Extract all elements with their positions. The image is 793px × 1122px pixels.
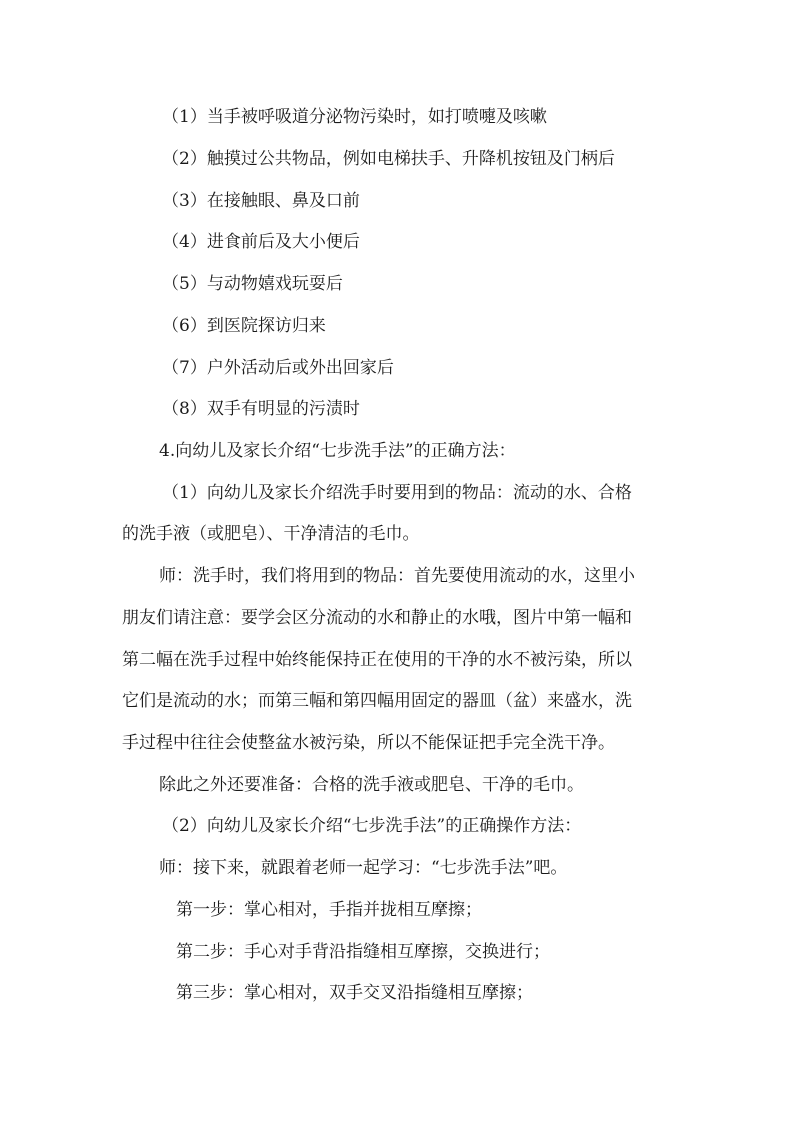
list-item: （5）与动物嬉戏玩耍后 [162, 274, 343, 294]
list-item: （2）触摸过公共物品，例如电梯扶手、升降机按钮及门柄后 [162, 149, 615, 169]
paragraph-line: 师：接下来，就跟着老师一起学习：“七步洗手法”吧。 [159, 858, 568, 878]
step-item: 第二步：手心对手背沿指缝相互摩擦，交换进行； [176, 942, 550, 962]
section-heading: 4.向幼儿及家长介绍“七步洗手法”的正确方法： [159, 441, 516, 461]
list-item: （7）户外活动后或外出回家后 [162, 358, 394, 378]
list-item: （6）到医院探访归来 [162, 316, 326, 336]
paragraph-line: （2）向幼儿及家长介绍“七步洗手法”的正确操作方法： [162, 816, 582, 836]
paragraph-line: 第二幅在洗手过程中始终能保持正在使用的干净的水不被污染，所以 [122, 650, 632, 670]
paragraph-line: （1）向幼儿及家长介绍洗手时要用到的物品：流动的水、合格 [162, 483, 632, 503]
paragraph-line: 手过程中往往会使整盆水被污染，所以不能保证把手完全洗干净。 [122, 733, 615, 753]
paragraph-line: 师：洗手时，我们将用到的物品：首先要使用流动的水，这里小 [159, 566, 635, 586]
list-item: （8）双手有明显的污渍时 [162, 399, 360, 419]
paragraph-line: 除此之外还要准备：合格的洗手液或肥皂、干净的毛巾。 [159, 775, 584, 795]
list-item: （3）在接触眼、鼻及口前 [162, 191, 360, 211]
list-item: （1）当手被呼吸道分泌物污染时，如打喷嚏及咳嗽 [162, 107, 547, 127]
step-item: 第一步：掌心相对，手指并拢相互摩擦； [176, 900, 482, 920]
step-item: 第三步：掌心相对，双手交叉沿指缝相互摩擦； [176, 983, 533, 1003]
paragraph-line: 它们是流动的水；而第三幅和第四幅用固定的器皿（盆）来盛水，洗 [122, 691, 632, 711]
list-item: （4）进食前后及大小便后 [162, 232, 360, 252]
paragraph-line: 朋友们请注意：要学会区分流动的水和静止的水哦，图片中第一幅和 [122, 608, 632, 628]
paragraph-line: 的洗手液（或肥皂）、干净清洁的毛巾。 [122, 524, 420, 544]
